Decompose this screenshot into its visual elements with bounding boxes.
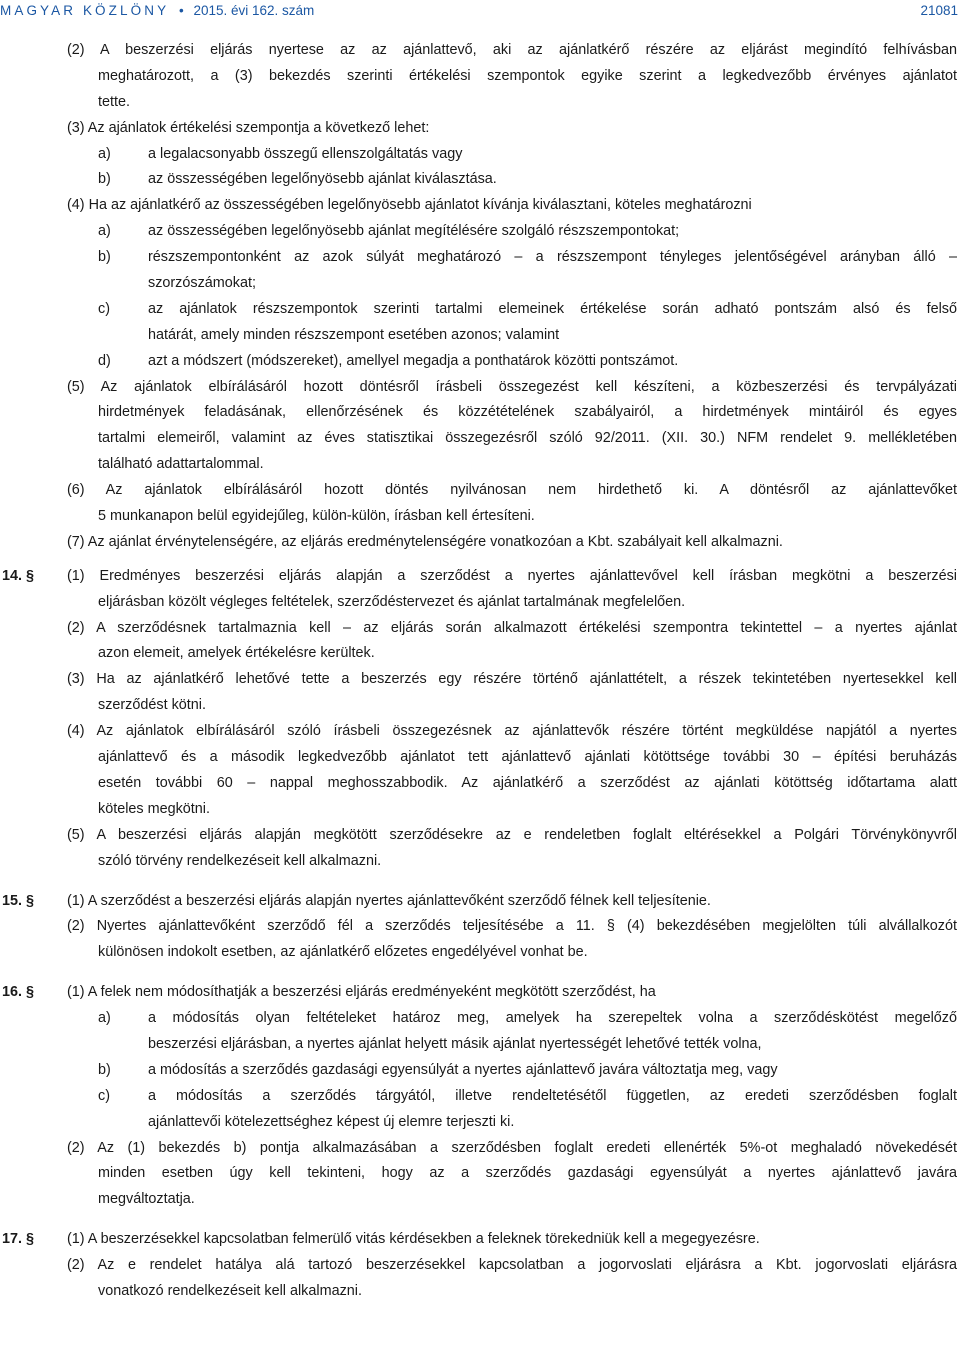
paragraph-line: meghatározott, a (3) bekezdés szerinti értékelési szempontok egyike szerint a legkedvezőbb érvényes ajánlatot: [98, 67, 957, 84]
header-bullet: •: [178, 3, 184, 18]
paragraph-line: (3) Az ajánlatok értékelési szempontja a következő lehet:: [67, 119, 430, 136]
list-item: c) a módosítás a szerződés tárgyától, illetve rendeltetésétől független, az eredeti szerződésben foglalt: [98, 1087, 957, 1104]
list-item: a) a módosítás olyan feltételeket határoz meg, amelyek ha szerepeltek volna a szerződéskötést megelőző: [98, 1010, 957, 1027]
page-header: [0, 0, 960, 22]
paragraph-line: (3) Ha az ajánlatkérő lehetővé tette a beszerzés egy részére történő ajánlattételt, a részek tekintetében nyertesekkel kell: [67, 671, 957, 688]
list-item: b) az összességében legelőnyösebb ajánlat kiválasztása.: [98, 171, 497, 188]
list-item-continuation: beszerzési eljárásban, a nyertes ajánlat helyett másik ajánlat nyertességét lehetővé tették volna,: [148, 1035, 762, 1052]
paragraph-line: (2) Nyertes ajánlattevőként szerződő fél a szerződés teljesítésébe a 11. § (4) bekezdésében megjelölten túli alvállalkozót: [67, 918, 957, 935]
list-item: b) részszempontonként az azok súlyát meghatározó – a részszempont tényleges jelentőségével arányban álló –: [98, 249, 957, 266]
document-body: [0, 38, 960, 1305]
paragraph-line: (2) Az (1) bekezdés b) pontja alkalmazásában a szerződésben foglalt eredeti ellenérték 5%-ot meghaladó növekedését: [67, 1139, 957, 1156]
list-item: a) a legalacsonyabb összegű ellenszolgáltatás vagy: [98, 145, 463, 162]
section-15: 15. § (1) A szerződést a beszerzési eljárás alapján nyertes ajánlattevőként szerződő félnek kell teljesítenie.: [0, 889, 960, 915]
section-label: 16. §: [2, 984, 35, 1001]
paragraph-line: megváltoztatja.: [98, 1191, 195, 1208]
list-item-continuation: szorzószámokat;: [148, 275, 256, 292]
section-17: 17. § (1) A beszerzésekkel kapcsolatban felmerülő vitás kérdésekben a feleknek törekedniük kell a megegyezésre.: [0, 1227, 960, 1253]
issue-number: 2015. évi 162. szám: [193, 3, 315, 18]
paragraph-line: hirdetmények feladásának, ellenőrzésének és közzétételének szabályairól, a hirdetmények mintáiról és egyes: [98, 404, 957, 421]
journal-title: MAGYAR KÖZLÖNY: [0, 3, 170, 18]
paragraph-line: (2) Az e rendelet hatálya alá tartozó beszerzésekkel kapcsolatban a jogorvoslati eljárásra a Kbt. jogorvoslati eljárásra: [67, 1257, 957, 1274]
paragraph-line: szóló törvény rendelkezéseit kell alkalmazni.: [98, 852, 382, 869]
list-item: c) az ajánlatok részszempontok szerinti tartalmi elemeinek értékelése során adható pontszám alsó és felső: [98, 300, 957, 317]
paragraph-line: (4) Ha az ajánlatkérő az összességében legelőnyösebb ajánlatot kívánja kiválasztani, köteles meghatározni: [67, 197, 752, 214]
list-item-continuation: határát, amely minden részszempont esetében azonos; valamint: [148, 326, 560, 343]
paragraph-line: esetén további 60 – nappal meghosszabbodik. Az ajánlatkérő a szerződést az ajánlati kötöttség időtartama alatt: [98, 774, 957, 791]
list-item: a) az összességében legelőnyösebb ajánlat megítélésére szolgáló részszempontokat;: [98, 223, 680, 240]
paragraph-line: (2) A szerződésnek tartalmaznia kell – az eljárás során alkalmazott értékelési szempontra tekintettel – a nyertes ajánlat: [67, 619, 957, 636]
section-label: 17. §: [2, 1231, 35, 1248]
list-item: b) a módosítás a szerződés gazdasági egyensúlyát a nyertes ajánlattevő javára változtatja meg, vagy: [98, 1061, 778, 1078]
paragraph-line: található adattartalommal.: [98, 456, 264, 473]
section-label: 15. §: [2, 892, 35, 909]
list-item: d) azt a módszert (módszereket), amellyel megadja a ponthatárok közötti pontszámot.: [98, 352, 679, 369]
page-number: 21081: [920, 3, 958, 18]
paragraph-line: szerződést kötni.: [98, 697, 206, 714]
paragraph-line: 5 munkanapon belül egyidejűleg, külön-külön, írásban kell értesíteni.: [98, 508, 535, 525]
paragraph-line: minden esetben úgy kell tekinteni, hogy az a szerződés gazdasági egyensúlyát a nyertes ajánlattevő javára: [98, 1165, 957, 1182]
header-left: [0, 3, 314, 18]
section-16: 16. § (1) A felek nem módosíthatják a beszerzési eljárás eredményeként megkötött szerződést, ha: [0, 980, 960, 1006]
paragraph-line: (6) Az ajánlatok elbírálásáról hozott döntés nyilvánosan nem hirdethető ki. A döntésről az ajánlattevőket: [67, 482, 957, 499]
paragraph-line: tette.: [98, 93, 130, 110]
paragraph-line: (5) Az ajánlatok elbírálásáról hozott döntésről írásbeli összegezést kell készíteni, a közbeszerzési és tervpályázati: [67, 378, 957, 395]
list-item-continuation: ajánlattevői kötelezettséghez képest új elemre terjeszti ki.: [148, 1113, 515, 1130]
paragraph-line: (5) A beszerzési eljárás alapján megkötött szerződésekre az e rendeletben foglalt eltérésekkel a Polgári Törvénykönyvről: [67, 826, 957, 843]
paragraph-line: különösen indokolt esetben, az ajánlatkérő előzetes engedélyével vonhat be.: [98, 944, 588, 961]
section-14: 14. § (1) Eredményes beszerzési eljárás alapján a szerződést a nyertes ajánlattevővel kell írásban megkötni a beszerzési: [0, 564, 960, 590]
paragraph-line: (7) Az ajánlat érvénytelenségére, az eljárás eredménytelenségére vonatkozóan a Kbt. szabályait kell alkalmazni.: [67, 533, 783, 550]
paragraph-line: (2) A beszerzési eljárás nyertese az az ajánlattevő, aki az ajánlatkérő részére az eljárást megindító felhívásban: [67, 42, 957, 58]
paragraph-line: azon elemeit, amelyek értékelésre kerültek.: [98, 645, 375, 662]
paragraph-line: (4) Az ajánlatok elbírálásáról szóló írásbeli összegezésnek az ajánlattevők részére történt megküldése napjától a nyertes: [67, 723, 957, 740]
paragraph-line: köteles megkötni.: [98, 800, 210, 817]
paragraph-line: vonatkozó rendelkezéseit kell alkalmazni.: [98, 1282, 362, 1299]
paragraph-line: eljárásban közölt végleges feltételek, szerződéstervezet és ajánlat tartalmának megfelelően.: [98, 593, 686, 610]
section-label: 14. §: [2, 567, 35, 584]
paragraph-line: tartalmi elemeiről, valamint az éves statisztikai összegezésről szóló 92/2011. (XII. 30.) NFM rendelet 9. mellékletében: [98, 430, 957, 447]
paragraph-line: ajánlattevő és a második legkedvezőbb ajánlatot tett ajánlattevő ajánlati kötöttsége további 30 – építési beruházás: [98, 749, 957, 766]
